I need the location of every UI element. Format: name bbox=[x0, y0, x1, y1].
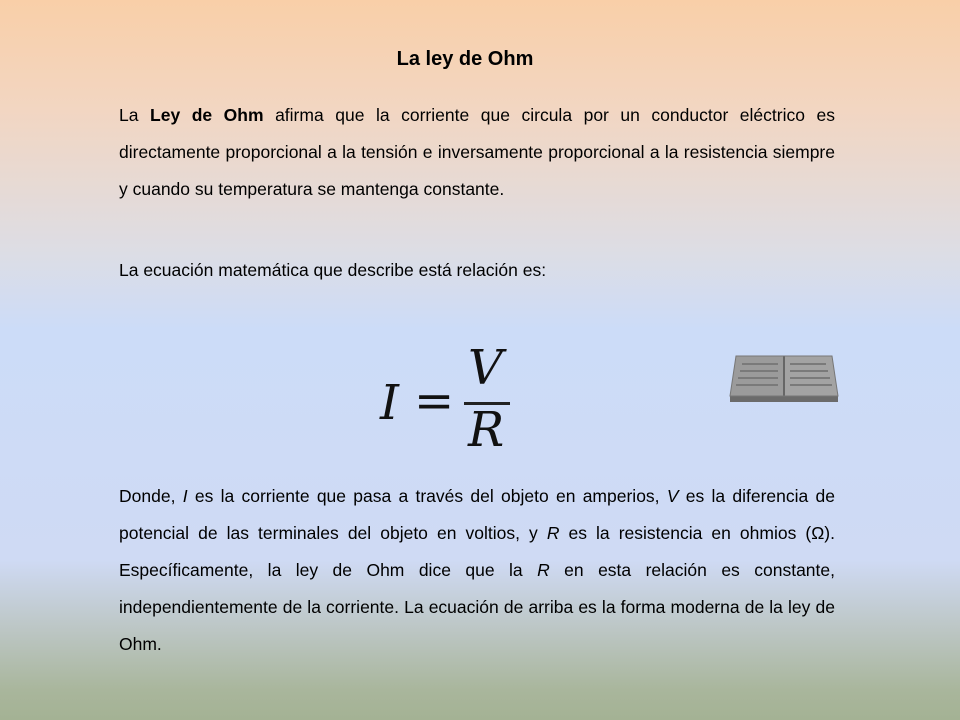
equation-equals: = bbox=[414, 373, 455, 429]
explanation-part-2: es la corriente que pasa a través del objeto en amperios, bbox=[187, 486, 667, 506]
intro-bold-term: Ley de Ohm bbox=[150, 105, 264, 125]
intro-prefix: La bbox=[119, 105, 151, 125]
var-i: I bbox=[182, 486, 188, 506]
var-v: V bbox=[666, 486, 679, 506]
explanation-part-3: es la diferencia de potencial de las terminales del objeto en voltios, y bbox=[119, 486, 836, 543]
ohm-equation bbox=[378, 340, 528, 458]
intro-rest: afirma que la corriente que circula por un conductor eléctrico es directamente proporcional a la tensión e inversamente proporcional a la resistencia siempre y cuando su temperatura se mantenga constante. bbox=[119, 105, 835, 199]
explanation-part-4: es la resistencia en ohmios (Ω). Específicamente, la ley de Ohm dice que la bbox=[119, 523, 835, 580]
explanation-part-1: Donde, bbox=[119, 486, 183, 506]
intro-paragraph bbox=[119, 97, 835, 208]
equation-intro: La ecuación matemática que describe está relación es: bbox=[119, 260, 547, 280]
var-r: R bbox=[546, 523, 560, 543]
var-r: R bbox=[537, 560, 550, 580]
open-book-icon bbox=[728, 352, 840, 409]
equation-numerator: V bbox=[468, 340, 503, 396]
equation-denominator: R bbox=[468, 402, 505, 458]
page-title: La ley de Ohm bbox=[396, 48, 534, 70]
explanation-part-5: en esta relación es constante, independientemente de la corriente. La ecuación de arriba es la forma moderna de la ley de Ohm. bbox=[119, 560, 835, 654]
equation-lhs: I bbox=[380, 375, 399, 431]
explanation-paragraph bbox=[119, 478, 835, 663]
